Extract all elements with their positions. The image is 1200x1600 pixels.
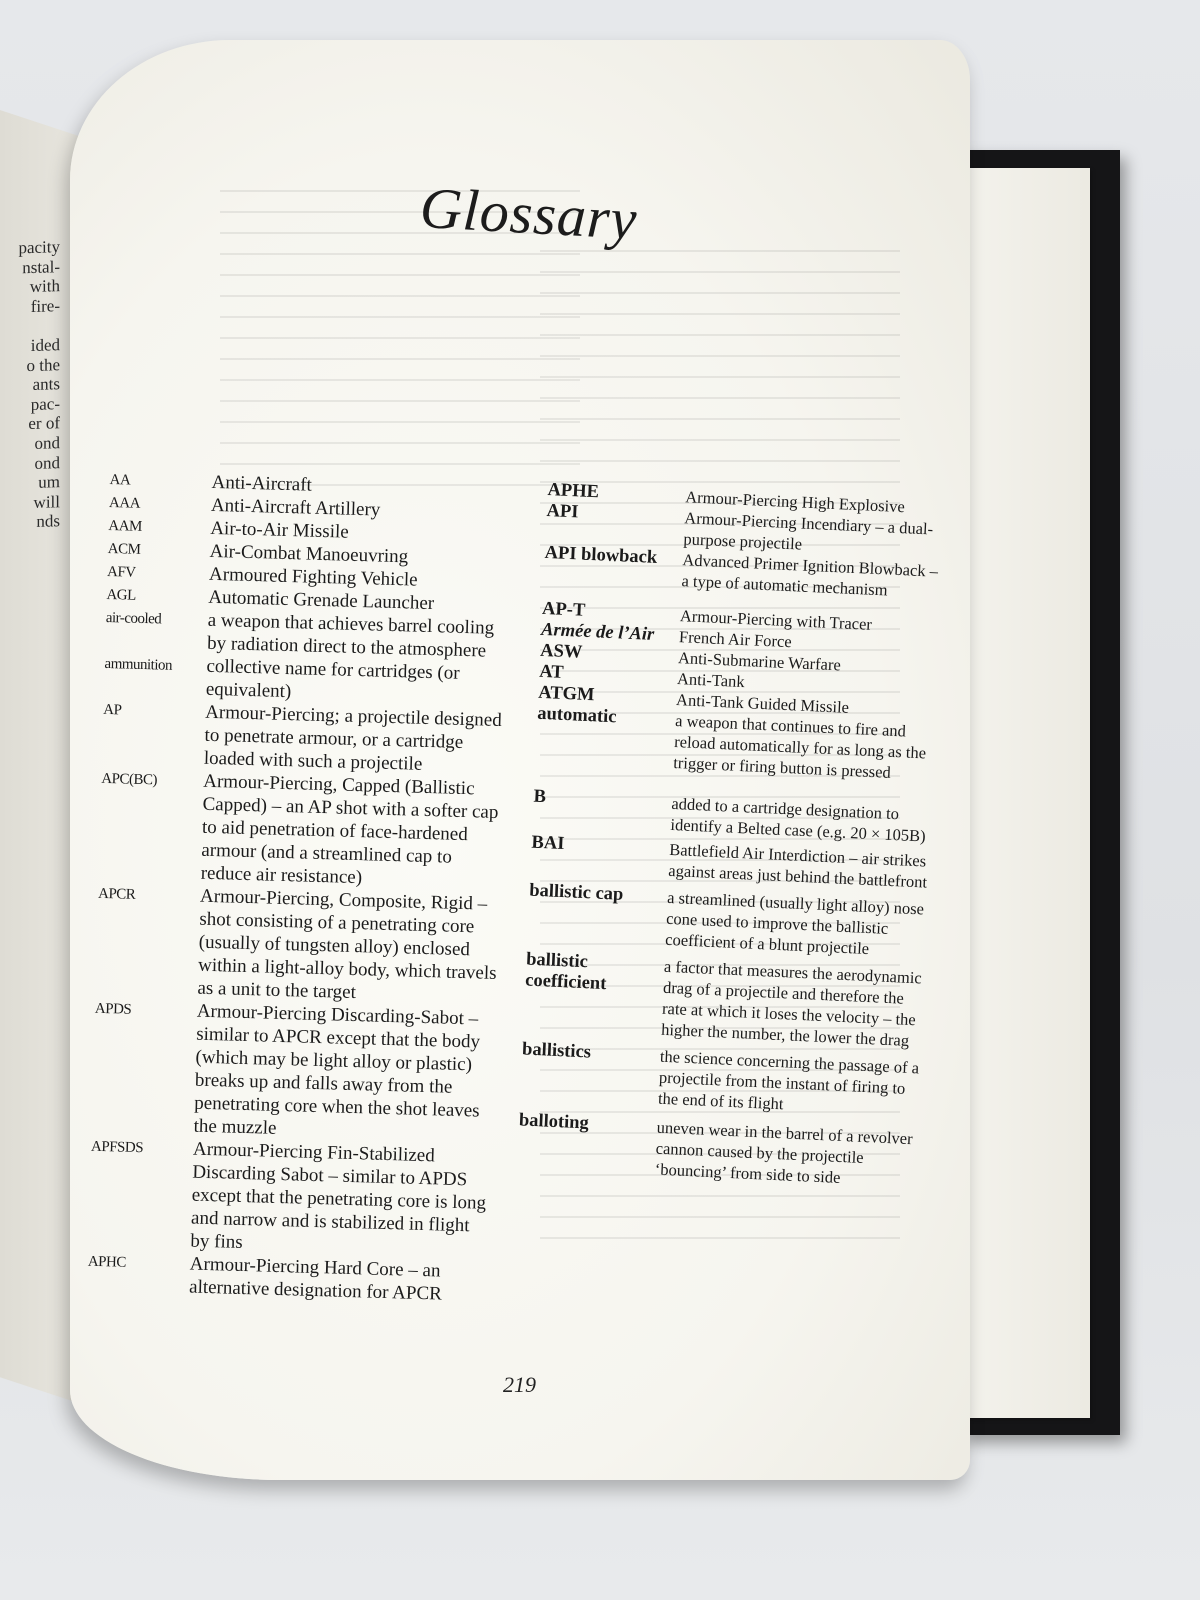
glossary-definition: added to a cartridge designation to identify a Belted case (e.g. 20 × 105B) — [670, 793, 927, 846]
glossary-definition: Anti-Aircraft Artillery — [210, 494, 381, 521]
page-number: 219 — [503, 1372, 536, 1397]
left-page-line: er of — [28, 413, 60, 434]
glossary-definition: a weapon that continues to fire and reload automatically for as long as the trigger or firing button is pressed — [672, 711, 927, 782]
glossary-definition: collective name for cartridges (or equivalent) — [205, 655, 460, 703]
page-title: Glossary — [418, 174, 640, 253]
glossary-entry — [95, 882, 518, 1009]
glossary-term: automatic — [536, 703, 617, 728]
glossary-term: ballistic cap — [528, 880, 624, 905]
glossary-definition: Air-Combat Manoeuvring — [209, 540, 409, 568]
glossary-definition: Battlefield Air Interdiction – air strikes against areas just behind the battlefront — [667, 839, 928, 892]
glossary-term: ASW — [539, 640, 583, 663]
glossary-term: B — [533, 786, 547, 808]
glossary-definition: Armour-Piercing with Tracer — [679, 606, 873, 634]
glossary-definition: a weapon that achieves barrel cooling by radiation direct to the atmosphere — [206, 609, 495, 662]
glossary-column-left — [87, 468, 530, 1307]
left-page-line: ided — [30, 335, 60, 355]
left-page-line: um — [38, 472, 60, 492]
left-page-line: fire- — [30, 295, 60, 316]
glossary-definition: Armour-Piercing Discarding-Sabot – similar to APCR except that the body (which may be light alloy or plastic) breaks up and falls away from the penetrating core when the shot leaves the muzzle — [193, 1000, 481, 1139]
glossary-term: APFSDS — [90, 1138, 144, 1157]
glossary-term: AT — [538, 661, 565, 683]
glossary-term: AAA — [108, 494, 141, 512]
glossary-definition: Armoured Fighting Vehicle — [208, 563, 418, 591]
glossary-term: APC(BC) — [101, 770, 158, 789]
glossary-column-right — [517, 480, 968, 1192]
glossary-definition: Armour-Piercing Fin-Stabilized Discarding Sabot – similar to APDS except that the penetrating core is long and narrow and is stabilized in flight by fins — [190, 1138, 487, 1254]
glossary-term: ACM — [107, 540, 141, 558]
glossary-term: AP-T — [541, 598, 586, 621]
glossary-definition: Armour-Piercing; a projectile designed to penetrate armour, or a cartridge loaded with such a projectile — [203, 701, 503, 775]
glossary-term: air-cooled — [105, 609, 162, 628]
glossary-definition: French Air Force — [678, 627, 793, 652]
glossary-term: API blowback — [544, 542, 658, 569]
glossary-term: APCR — [97, 885, 136, 903]
left-page-line: will — [33, 491, 60, 512]
glossary-term: AGL — [106, 586, 136, 604]
glossary-term: AAM — [108, 517, 143, 535]
glossary-entry — [91, 997, 515, 1147]
glossary-definition: Armour-Piercing, Composite, Rigid – shot consisting of a penetrating core (usually of tungsten alloy) enclosed within a light-alloy body, which travels as a unit to the target — [197, 885, 497, 1004]
glossary-term: BAI — [531, 832, 565, 855]
glossary-definition: Automatic Grenade Launcher — [208, 586, 435, 615]
glossary-definition: Anti-Tank Guided Missile — [675, 690, 850, 717]
glossary-term: AP — [103, 701, 122, 719]
glossary-entry — [88, 1135, 511, 1262]
left-page-line: ond — [34, 452, 60, 473]
glossary-definition: Air-to-Air Missile — [210, 517, 350, 543]
left-page-line: nds — [36, 511, 60, 532]
glossary-entry — [523, 950, 946, 1053]
glossary-definition: a factor that measures the aerodynamic drag of a projectile and therefore the rate at which it loses the velocity – the higher the number, the lower the drag — [660, 956, 923, 1050]
glossary-term: ATGM — [537, 682, 595, 706]
glossary-definition: Advanced Primer Ignition Blowback – a type of automatic mechanism — [681, 550, 939, 600]
glossary-entry — [98, 767, 521, 894]
glossary-definition: Armour-Piercing, Capped (Ballistic Capped) – an AP shot with a softer cap to aid penetration of face-hardened armour (and a streamlined cap to reduce air resistance) — [200, 770, 499, 889]
left-page-line: with — [29, 276, 60, 297]
left-page-text — [0, 237, 60, 532]
glossary-entry — [527, 881, 949, 963]
left-page-line: nstal- — [22, 256, 60, 277]
left-page-line: o the — [26, 354, 60, 375]
glossary-term: balloting — [518, 1110, 590, 1134]
glossary-term: AA — [109, 471, 131, 489]
left-page-line: ond — [34, 433, 60, 453]
glossary-definition: Anti-Submarine Warfare — [677, 648, 842, 675]
glossary-term: APDS — [94, 1000, 132, 1018]
glossary-term: ammunition — [104, 655, 173, 674]
glossary-term: APHC — [87, 1253, 127, 1271]
left-page-line: pac- — [30, 393, 60, 414]
glossary-entry — [102, 698, 524, 779]
glossary-definition: Anti-Tank — [676, 669, 746, 692]
glossary-definition: the science concerning the passage of a projectile from the instant of firing to the end of its flight — [657, 1046, 920, 1114]
glossary-term: AFV — [106, 563, 136, 581]
glossary-term: ballistic coefficient — [524, 949, 607, 995]
glossary-definition: Armour-Piercing Incendiary – a dual-purpose projectile — [683, 508, 934, 554]
glossary-definition: Armour-Piercing Hard Core – an alternative designation for APCR — [188, 1253, 443, 1305]
glossary-term: Armée de l’Air — [540, 619, 655, 645]
left-page-line: pacity — [18, 237, 60, 258]
glossary-definition: Armour-Piercing High Explosive — [684, 487, 906, 517]
left-page-line — [0, 316, 60, 337]
glossary-term: API — [546, 500, 579, 523]
left-page-line: ants — [32, 374, 60, 395]
glossary-term: APHE — [547, 480, 600, 503]
glossary-definition: a streamlined (usually light alloy) nose cone used to improve the ballistic coefficient of a blunt projectile — [664, 887, 925, 959]
glossary-term: ballistics — [521, 1039, 592, 1063]
glossary-definition: uneven wear in the barrel of a revolver cannon caused by the projectile ‘bouncing’ from side to side — [654, 1117, 914, 1187]
glossary-entry — [520, 1039, 942, 1121]
glossary-definition: Anti-Aircraft — [211, 471, 313, 496]
